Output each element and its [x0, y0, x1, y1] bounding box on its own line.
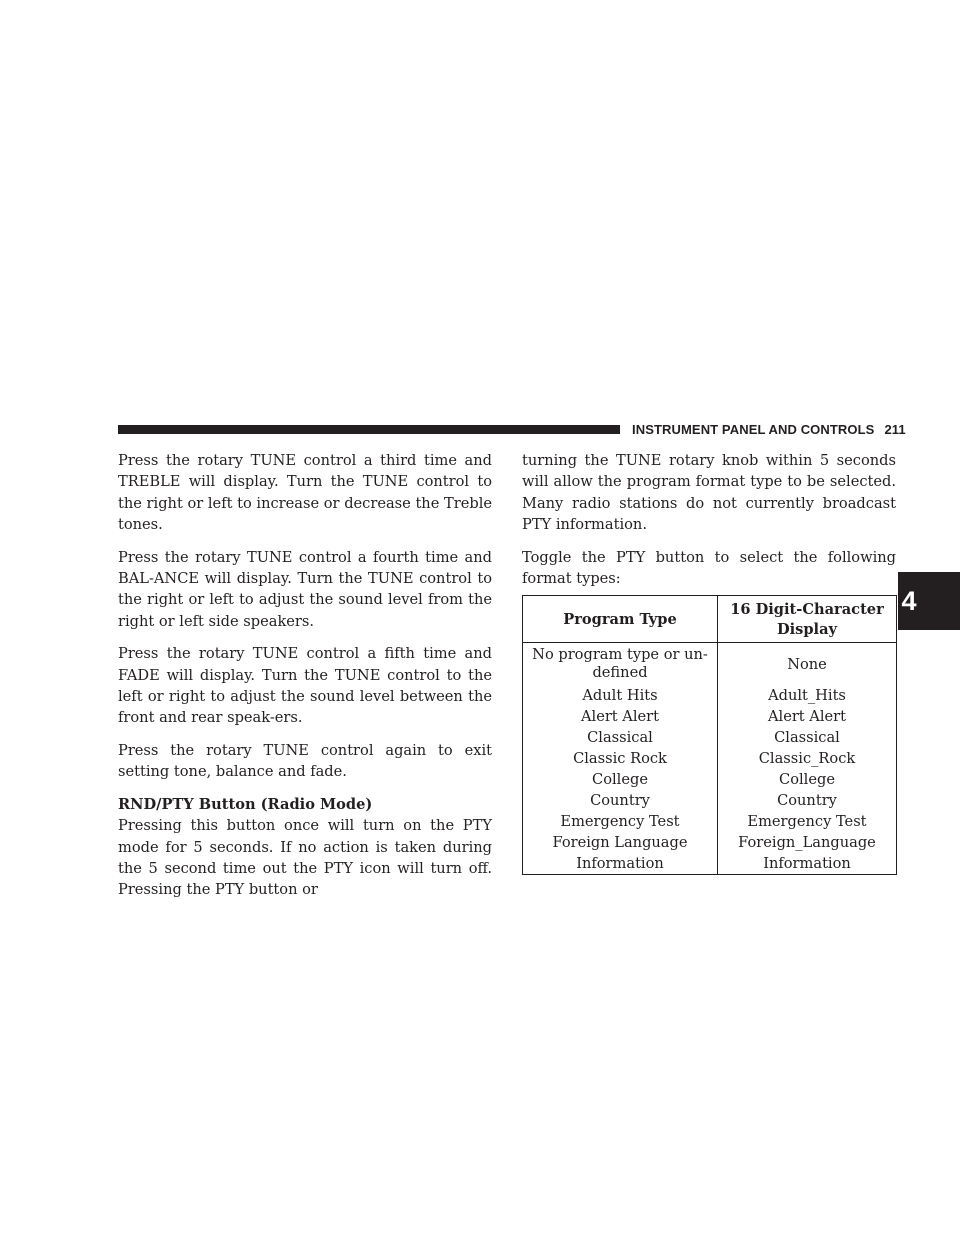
table-row — [523, 685, 897, 706]
table-row — [523, 706, 897, 727]
table-cell: Adult Hits — [523, 685, 718, 706]
table-cell: None — [718, 643, 897, 686]
table-row — [523, 832, 897, 853]
section-title: INSTRUMENT PANEL AND CONTROLS — [632, 422, 875, 437]
paragraph-balance: Press the rotary TUNE control a fourth time and BAL-ANCE will display. Turn the TUNE control to the right or left to adjust the sound level from the right or left side speakers. — [118, 548, 492, 630]
column-header-display: 16 Digit-Character Display — [718, 596, 897, 643]
paragraph-pty-mode: Pressing this button once will turn on the PTY mode for 5 seconds. If no action is taken during the 5 second time out the PTY icon will turn off. Pressing the PTY button or — [118, 817, 492, 899]
table-cell: Classical — [523, 727, 718, 748]
table-row — [523, 643, 897, 686]
table-cell: College — [718, 769, 897, 790]
paragraph-toggle: Toggle the PTY button to select the following format types: — [522, 548, 896, 588]
section-heading: RND/PTY Button (Radio Mode) — [118, 795, 373, 813]
table-row — [523, 748, 897, 769]
table-cell: Emergency Test — [718, 811, 897, 832]
paragraph-pty-continued: turning the TUNE rotary knob within 5 seconds will allow the program format type to be selected. Many radio stations do not currently broadcast PTY information. — [522, 452, 896, 534]
table-cell: College — [523, 769, 718, 790]
table-row — [523, 811, 897, 832]
paragraph-exit: Press the rotary TUNE control again to exit setting tone, balance and fade. — [118, 741, 492, 781]
table-row — [523, 769, 897, 790]
header-rule — [118, 425, 620, 434]
table-cell: Information — [718, 853, 897, 875]
table-cell: No program type or un-defined — [523, 643, 718, 686]
chapter-tab: 4 — [898, 572, 960, 630]
table-cell: Information — [523, 853, 718, 875]
table-cell: Classical — [718, 727, 897, 748]
table-cell: Classic_Rock — [718, 748, 897, 769]
table-cell: Foreign_Language — [718, 832, 897, 853]
running-header — [632, 421, 906, 438]
table-cell: Country — [718, 790, 897, 811]
table-header-row — [523, 596, 897, 643]
table-cell: Emergency Test — [523, 811, 718, 832]
table-cell: Alert Alert — [523, 706, 718, 727]
pty-table — [522, 595, 897, 875]
table-cell: Foreign Language — [523, 832, 718, 853]
paragraph-treble: Press the rotary TUNE control a third time and TREBLE will display. Turn the TUNE control to the right or left to increase or decrease the Treble tones. — [118, 452, 492, 534]
table-cell: Alert Alert — [718, 706, 897, 727]
table-row — [523, 790, 897, 811]
page-number: 211 — [884, 422, 906, 437]
table-cell: Classic Rock — [523, 748, 718, 769]
table-cell: Country — [523, 790, 718, 811]
left-column — [118, 450, 492, 912]
paragraph-fade: Press the rotary TUNE control a fifth time and FADE will display. Turn the TUNE control to the left or right to adjust the sound level between the front and rear speak-ers. — [118, 645, 492, 727]
column-header-program-type: Program Type — [523, 596, 718, 643]
table-row — [523, 853, 897, 875]
right-column — [522, 450, 896, 875]
table-row — [523, 727, 897, 748]
table-cell: Adult_Hits — [718, 685, 897, 706]
